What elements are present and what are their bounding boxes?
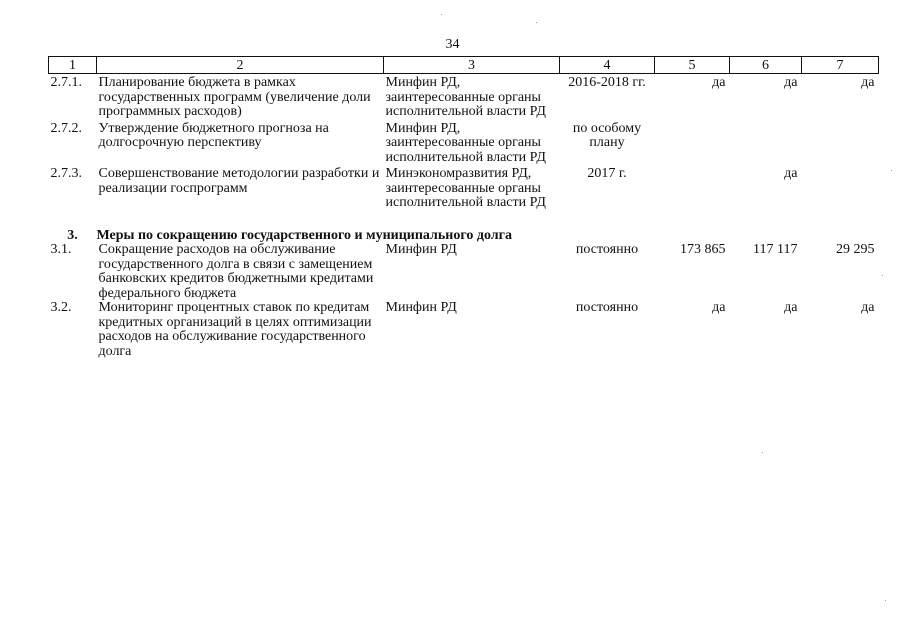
item-executor: Минфин РД, заинтересованные органы исполнительной власти РД <box>385 120 546 165</box>
column-header: 6 <box>730 57 802 74</box>
item-number: 3.2. <box>50 300 72 315</box>
item-executor: Минфин РД, заинтересованные органы исполнительной власти РД <box>385 75 546 119</box>
scan-speck <box>885 600 886 601</box>
item-name: Сокращение расходов на обслуживание государственного долга в связи с замещением банковских кредитов бюджетными кредитами федерального бюджета <box>98 242 374 301</box>
item-value-5 <box>655 120 730 166</box>
item-value-6: 117 117 <box>753 242 798 257</box>
item-value-7 <box>802 120 879 166</box>
scan-speck <box>536 22 537 23</box>
item-value-6 <box>730 120 802 166</box>
column-header: 1 <box>49 57 97 74</box>
item-executor: Минфин РД <box>385 242 457 257</box>
table-row <box>49 301 879 359</box>
item-name: Планирование бюджета в рамках государственных программ (увеличение доли программных расходов) <box>98 75 371 119</box>
table-row <box>49 120 879 166</box>
item-number: 2.7.2. <box>50 120 82 136</box>
page-number: 34 <box>445 37 460 52</box>
item-term: 2017 г. <box>587 166 627 181</box>
item-name: Утверждение бюджетного прогноза на долгосрочную перспективу <box>98 120 329 150</box>
item-term: постоянно <box>575 300 639 315</box>
table-row <box>49 74 879 120</box>
item-value-5: 173 865 <box>680 242 726 257</box>
item-number: 2.7.1. <box>50 75 82 90</box>
item-value-6: да <box>784 166 798 181</box>
item-value-7: 29 295 <box>836 242 875 257</box>
item-executor: Минфин РД <box>385 300 457 315</box>
item-executor: Минэкономразвития РД, заинтересованные органы исполнительной власти РД <box>385 166 546 210</box>
measures-table <box>48 56 879 359</box>
section-number: 3. <box>67 227 78 243</box>
item-term: по особому плану <box>572 120 642 150</box>
item-number: 2.7.3. <box>50 166 82 181</box>
item-value-5 <box>655 165 730 211</box>
item-term: 2016-2018 гг. <box>568 75 646 90</box>
column-header: 4 <box>560 57 655 74</box>
scan-speck <box>891 170 892 171</box>
item-value-7: да <box>861 75 875 90</box>
table-row <box>49 243 879 301</box>
scan-speck <box>441 14 442 15</box>
item-value-5: да <box>712 300 726 315</box>
table-row <box>49 165 879 211</box>
scan-speck <box>882 275 883 276</box>
section-title: Меры по сокращению государственного и муниципального долга <box>96 227 512 243</box>
item-name: Мониторинг процентных ставок по кредитам кредитных организаций в целях оптимизации расходов на обслуживание государственного долга <box>98 300 372 359</box>
item-name: Совершенствование методологии разработки и реализации госпрограмм <box>98 166 380 196</box>
item-value-6: да <box>784 300 798 315</box>
column-header: 5 <box>655 57 730 74</box>
item-value-7: да <box>861 300 875 315</box>
item-value-7 <box>802 165 879 211</box>
section-heading-row <box>49 211 879 244</box>
column-header: 2 <box>97 57 384 74</box>
column-header: 3 <box>384 57 560 74</box>
item-number: 3.1. <box>50 242 72 257</box>
column-header: 7 <box>802 57 879 74</box>
item-value-5: да <box>712 75 726 90</box>
table-header-row <box>49 57 879 74</box>
item-value-6: да <box>784 75 798 90</box>
scan-speck <box>762 452 763 453</box>
item-term: постоянно <box>575 242 639 257</box>
